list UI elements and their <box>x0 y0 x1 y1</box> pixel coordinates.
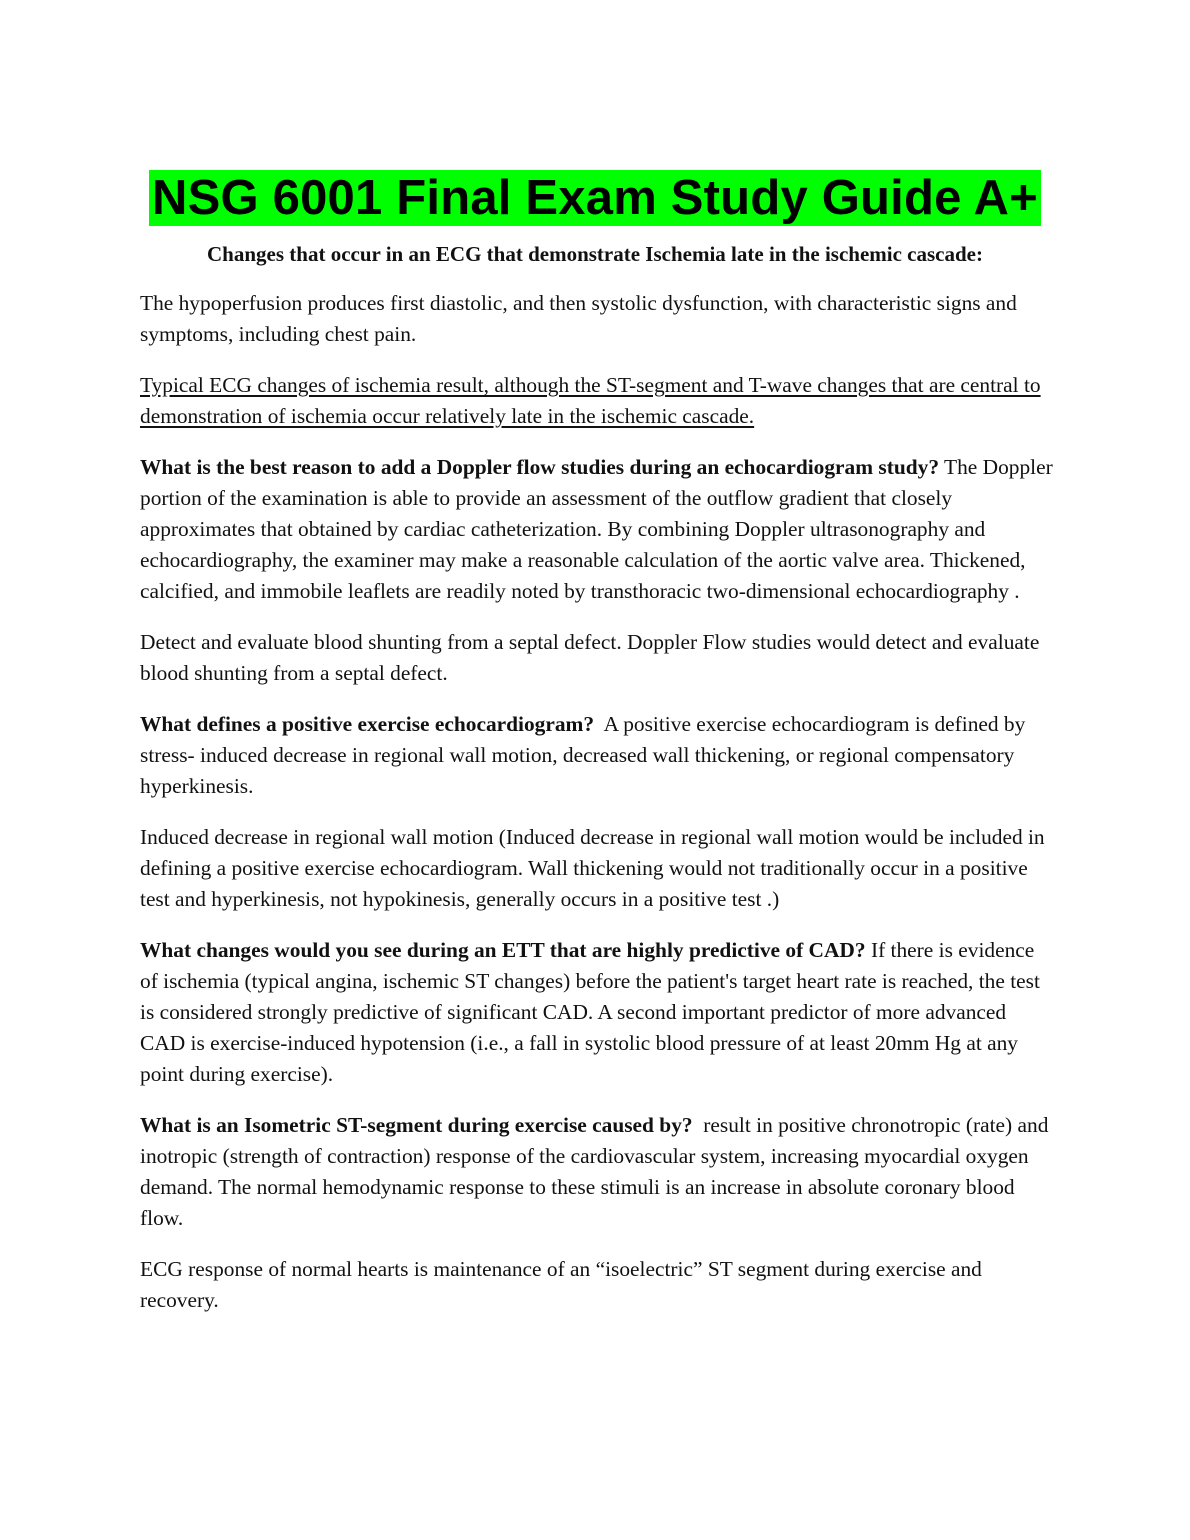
section-heading: Changes that occur in an ECG that demonstrate Ischemia late in the ischemic cascade: <box>207 242 983 266</box>
question-isometric: What is an Isometric ST-segment during exercise caused by? <box>140 1113 693 1137</box>
paragraph-isoelectric: ECG response of normal hearts is maintenance of an “isoelectric” ST segment during exercise and recovery. <box>140 1257 982 1312</box>
question-doppler: What is the best reason to add a Doppler flow studies during an echocardiogram study? <box>140 455 940 479</box>
answer-ett: If there is evidence of ischemia (typical angina, ischemic ST changes) before the patient's target heart rate is reached, the test is considered strongly predictive of significant CAD. A second important predictor of more advanced CAD is exercise-induced hypotension (i.e., a fall in systolic blood pressure of at least 20mm Hg at any point during exercise). <box>140 938 1040 1086</box>
title-block <box>0 170 1190 226</box>
question-ett: What changes would you see during an ETT that are highly predictive of CAD? <box>140 938 866 962</box>
document-title: NSG 6001 Final Exam Study Guide A+ <box>149 170 1041 226</box>
answer-isometric: result in positive chronotropic (rate) and inotropic (strength of contraction) response of the cardiovascular system, increasing myocardial oxygen demand. The normal hemodynamic response to these stimuli is an increase in absolute coronary blood flow. <box>140 1113 1049 1230</box>
question-exercise-echo: What defines a positive exercise echocardiogram? <box>140 712 595 736</box>
qa-ett <box>140 935 1055 1090</box>
document-body <box>140 288 1055 1336</box>
answer-exercise-echo: A positive exercise echocardiogram is defined by stress- induced decrease in regional wall motion, decreased wall thickening, or regional compensatory hyperkinesis. <box>140 712 1026 798</box>
qa-doppler <box>140 452 1055 607</box>
paragraph-wall-motion: Induced decrease in regional wall motion (Induced decrease in regional wall motion would be included in defining a positive exercise echocardiogram. Wall thickening would not traditionally occur in a positive test and hyperkinesis, not hypokinesis, generally occurs in a positive test .) <box>140 825 1045 911</box>
paragraph-ecg-changes: Typical ECG changes of ischemia result, although the ST-segment and T-wave changes that are central to demonstration of ischemia occur relatively late in the ischemic cascade. <box>140 373 1041 428</box>
answer-doppler: The Doppler portion of the examination is able to provide an assessment of the outflow gradient that closely approximates that obtained by cardiac catheterization. By combining Doppler ultrasonography and echocardiography, the examiner may make a reasonable calculation of the aortic valve area. Thickened, calcified, and immobile leaflets are readily noted by transthoracic two-dimensional echocardiography . <box>140 455 1053 603</box>
qa-isometric <box>140 1110 1055 1234</box>
paragraph-septal-defect: Detect and evaluate blood shunting from a septal defect. Doppler Flow studies would detect and evaluate blood shunting from a septal defect. <box>140 630 1040 685</box>
paragraph-hypoperfusion: The hypoperfusion produces first diastolic, and then systolic dysfunction, with characteristic signs and symptoms, including chest pain. <box>140 291 1017 346</box>
qa-exercise-echo <box>140 709 1055 802</box>
